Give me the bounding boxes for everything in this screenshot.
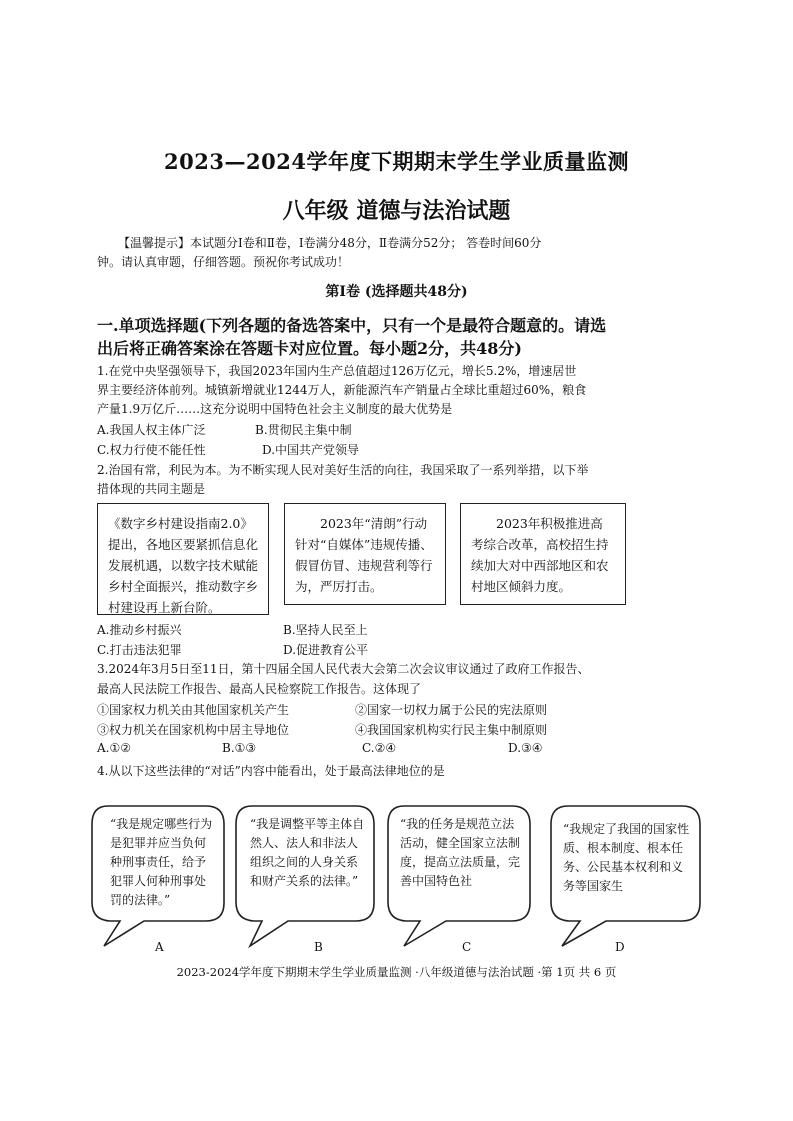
tip-line-1: 【温馨提示】本试题分Ⅰ卷和Ⅱ卷，Ⅰ卷满分48分，Ⅱ卷满分52分； 答卷时间60分	[118, 236, 542, 250]
q2-line-2: 措体现的共同主题是	[97, 482, 206, 496]
q1-line-1: 1.在党中央坚强领导下，我国2023年国内生产总值超过126万亿元，增长5.2%，增速居世	[97, 364, 577, 378]
q2-material-box-2: 2023年“清朗”行动针对“自媒体”违规传播、假冒仿冒、违规营利等行为，严厉打击。	[284, 503, 446, 605]
q1-line-2: 界主要经济体前列。城镇新增就业1244万人，新能源汽车产销量占全球比重超过60%，粮食	[97, 383, 587, 397]
q4-label-a: A	[155, 940, 164, 954]
q3-line-1: 3.2024年3月5日至11日，第十四届全国人民代表大会第二次会议审议通过了政府工作报告、	[97, 662, 590, 676]
q3-statement-3: ③权力机关在国家机构中居主导地位	[97, 723, 290, 737]
q4-bubble-d-text: “我规定了我国的国家性质、根本制度、根本任务、公民基本权利和义务等国家生	[563, 822, 690, 893]
exam-subtitle: 八年级 道德与法治试题	[282, 198, 511, 224]
q3-statement-4: ④我国国家机构实行民主集中制原则	[355, 723, 548, 737]
q2-option-b: B.坚持人民至上	[283, 623, 368, 637]
q2-material-box-3: 2023年积极推进高考综合改革，高校招生持续加大对中西部地区和农村地区倾斜力度。	[460, 503, 626, 605]
q2-material-box-1: 《数字乡村建设指南2.0》提出，各地区要紧抓信息化发展机遇，以数字技术赋能乡村全面振兴，推动数字乡村建设再上新台阶。	[97, 503, 269, 615]
q4-bubble-c-text: “我的任务是规范立法活动，健全国家立法制度，提高立法质量，完善中国特色社	[400, 817, 521, 888]
part-heading-line-1: 一.单项选择题(下列各题的备选答案中，只有一个是最符合题意的。请选	[97, 316, 607, 335]
q4-label-c: C	[462, 940, 472, 954]
q1-option-b: B.贯彻民主集中制	[255, 423, 352, 437]
q3-option-d: D.③④	[508, 741, 543, 755]
q3-option-b: B.①③	[222, 741, 257, 755]
q4-line-1: 4.从以下这些法律的“对话”内容中能看出，处于最高法律地位的是	[97, 764, 445, 778]
q3-option-c: C.②④	[362, 741, 397, 755]
q4-label-b: B	[314, 940, 323, 954]
q1-line-3: 产量1.9万亿斤……这充分说明中国特色社会主义制度的最大优势是	[97, 402, 453, 416]
q4-bubble-a-text: “我是规定哪些行为是犯罪并应当负何种刑事责任，给予犯罪人何种刑事处罚的法律。”	[110, 817, 213, 907]
q2-option-c: C.打击违法犯罪	[97, 643, 182, 657]
exam-title: 2023—2024学年度下期期末学生学业质量监测	[164, 149, 629, 174]
q1-option-c: C.权力行使不能任性	[97, 443, 206, 457]
q3-option-a: A.①②	[97, 741, 131, 755]
page-footer: 2023-2024学年度下期期末学生学业质量监测 ·八年级道德与法治试题 ·第 1页 共 6 页	[176, 965, 617, 979]
section-title: 第Ⅰ卷 (选择题共48分)	[325, 284, 468, 300]
q3-statement-2: ②国家一切权力属于公民的宪法原则	[355, 703, 548, 717]
q1-option-a: A.我国人权主体广泛	[97, 423, 206, 437]
q4-label-d: D	[615, 940, 625, 954]
q2-option-a: A.推动乡村振兴	[97, 623, 182, 637]
q2-option-d: D.促进教育公平	[283, 643, 369, 657]
q3-line-2: 最高人民法院工作报告、最高人民检察院工作报告。这体现了	[97, 682, 422, 696]
q3-statement-1: ①国家权力机关由其他国家机关产生	[97, 703, 290, 717]
q1-option-d: D.中国共产党领导	[262, 443, 360, 457]
tip-line-2: 钟。请认真审题，仔细答题。预祝你考试成功！	[97, 255, 350, 269]
q4-bubble-b-text: “我是调整平等主体自然人、法人和非法人组织之间的人身关系和财产关系的法律。”	[250, 817, 365, 888]
q2-line-1: 2.治国有常，利民为本。为不断实现人民对美好生活的向往，我国采取了一系列举措，以下举	[97, 463, 589, 477]
part-heading-line-2: 出后将正确答案涂在答题卡对应位置。每小题2分，共48分)	[97, 339, 522, 358]
